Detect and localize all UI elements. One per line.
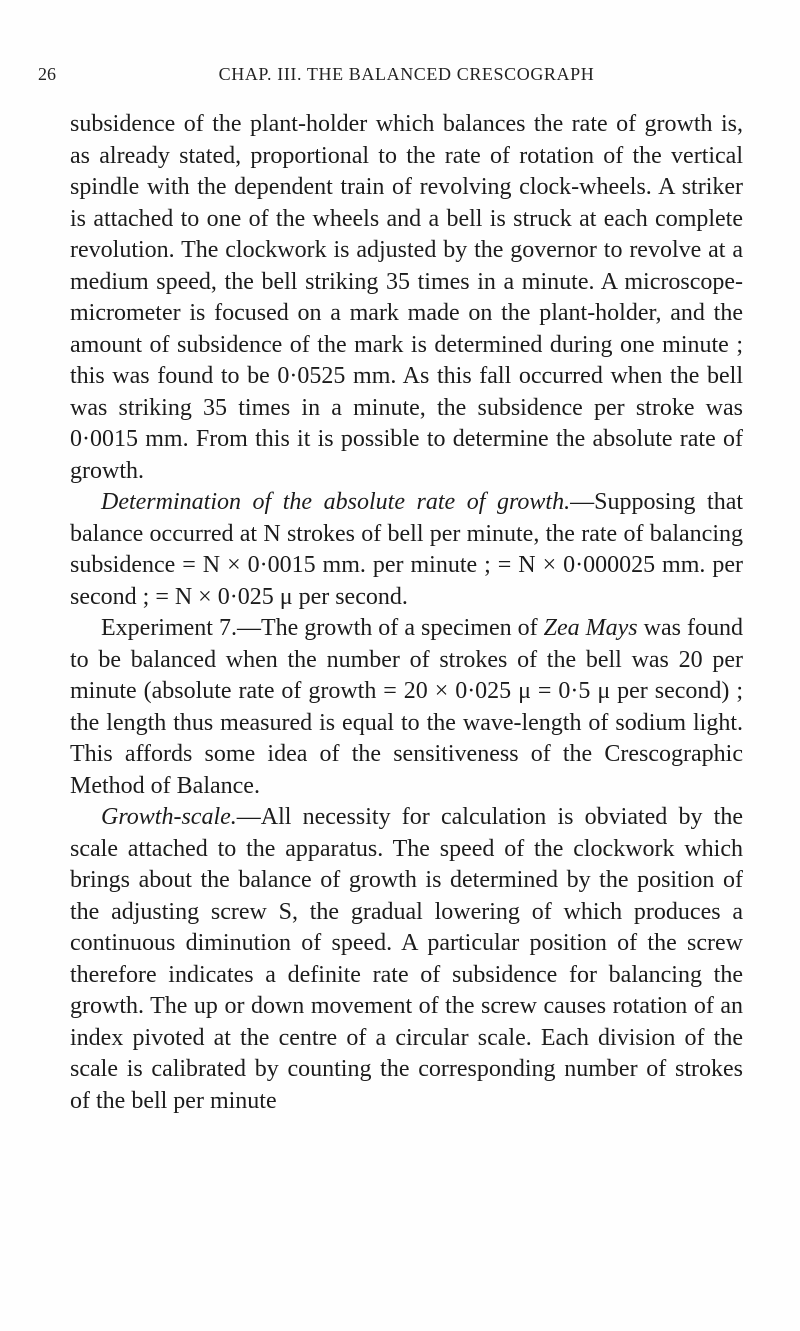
paragraph-growth-scale (70, 802, 743, 1117)
running-head (38, 64, 743, 96)
page-number: 26 (38, 64, 56, 84)
paragraph-determination (70, 487, 743, 613)
section-heading-growth-scale: Growth-scale. (101, 804, 237, 830)
paragraph-experiment-7 (70, 613, 743, 802)
paragraph-text: subsidence of the plant-holder which balances the rate of growth is, as already stated, proportional to the rate of rotation of the vertical spindle with the dependent train of revolving clock-wheels. A striker is attached to one of the wheels and a bell is struck at each complete revolution. The clockwork is adjusted by the governor to revolve at a medium speed, the bell striking 35 times in a minute. A microscope-micrometer is focused on a mark made on the plant-holder, and the amount of subsidence of the mark is determined during one minute ; this was found to be 0·0525 mm. As this fall occurred when the bell was striking 35 times in a minute, the subsidence per stroke was 0·0015 mm. From this it is possible to determine the absolute rate of growth. (70, 111, 743, 484)
paragraph-continued (70, 109, 743, 487)
book-page (38, 64, 744, 1117)
chapter-title: THE BALANCED CRESCOGRAPH (306, 64, 595, 84)
paragraph-text: was found to be balanced when the number of strokes of the bell was 20 per minute (absolute rate of growth = 20 × 0·025 μ = 0·5 μ per second) ; the length thus measured is equal to the wave-length of sodium light. This affords some idea of the sensitiveness of the Crescographic Method of Balance. (70, 615, 743, 799)
running-title (70, 64, 743, 85)
paragraph-text: —All necessity for calculation is obviated by the scale attached to the apparatus. The speed of the clockwork which brings about the balance of growth is determined by the position of the adjusting screw S, the gradual lowering of which produces a continuous diminution of speed. A particular position of the screw therefore indicates a definite rate of subsidence for balancing the growth. The up or down movement of the screw causes rotation of an index pivoted at the centre of a circular scale. Each division of the scale is calibrated by counting the corresponding number of strokes of the bell per minute (70, 804, 743, 1114)
paragraph-text: —Supposing that balance occurred at N strokes of bell per minute, the rate of balancing subsidence = N × 0·0015 mm. per minute ; = N × 0·000025 mm. per second ; = N × 0·025 μ per second. (70, 489, 744, 610)
section-heading-determination: Determination of the absolute rate of growth. (101, 489, 571, 515)
species-name: Zea Mays (543, 615, 638, 641)
body-text (70, 109, 743, 1117)
experiment-lead: Experiment 7.—The growth of a specimen of (101, 615, 544, 641)
chapter-label: CHAP. III. (218, 64, 303, 84)
